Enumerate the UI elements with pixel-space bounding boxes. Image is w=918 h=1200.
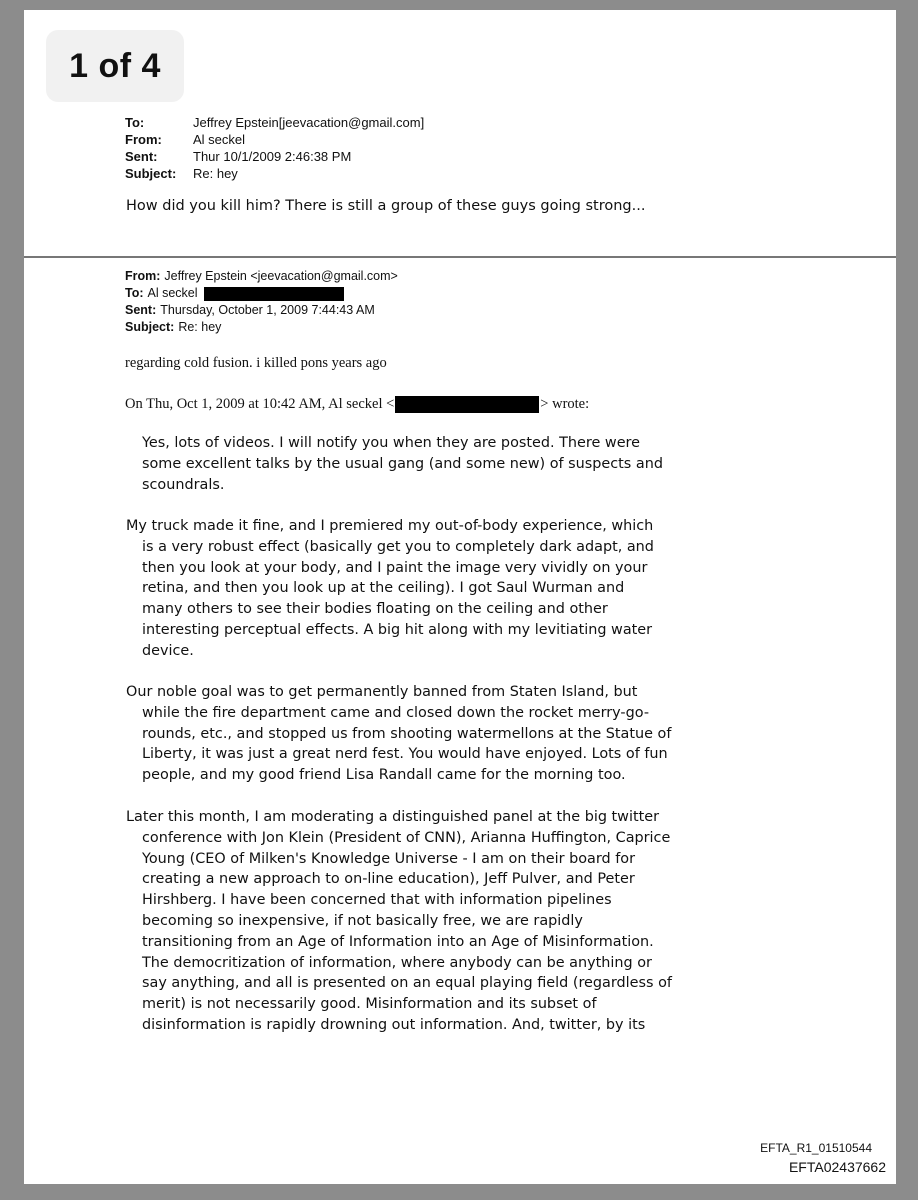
quote-intro-before: On Thu, Oct 1, 2009 at 10:42 AM, Al seckel < [125,396,395,412]
paragraph-line: becoming so inexpensive, if not basically free, we are rapidly [142,912,583,929]
email1-subject-value: Re: hey [193,166,238,181]
email1-body: How did you kill him? There is still a group of these guys going strong... [126,198,646,214]
email1-to-row [125,114,424,131]
email1-to-label: To: [125,115,145,130]
email1-sent-label: Sent: [125,149,158,164]
email1-sent-row [125,148,424,165]
email2-sent-label: Sent: [125,303,157,317]
email2-to-label: To: [125,286,144,300]
paragraph-line: then you look at your body, and I paint the image very vividly on your [142,559,648,576]
paragraph-line: retina, and then you look up at the ceiling). I got Saul Wurman and [142,580,625,597]
footer-id-1: EFTA_R1_01510544 [760,1141,872,1155]
email2-reply-text: regarding cold fusion. i killed pons years ago [125,355,387,371]
email2-subject-value: Re: hey [178,320,222,334]
email2-sent-row [125,302,398,319]
page-count-badge: 1 of 4 [46,30,184,102]
paragraph-line: The democritization of information, where anybody can be anything or [142,954,652,971]
quote-intro-after: > wrote: [540,396,590,412]
paragraph-line: say anything, and all is presented on an equal playing field (regardless of [142,975,672,992]
paragraph-line: conference with Jon Klein (President of CNN), Arianna Huffington, Caprice [142,829,671,846]
email2-from-row [125,268,398,285]
paragraph-line: transitioning from an Age of Information into an Age of Misinformation. [142,933,654,950]
paragraph-3 [126,682,671,786]
email1-subject-label: Subject: [125,166,177,181]
email2-subject-row [125,319,398,336]
paragraph-4 [126,807,672,1036]
email1-subject-row [125,165,424,182]
email2-subject-label: Subject: [125,320,175,334]
email2-to-row [125,285,398,302]
email1-from-label: From: [125,132,162,147]
redaction-bar [204,287,344,301]
paragraph-line: scoundrals. [142,476,225,493]
email2-sent-value: Thursday, October 1, 2009 7:44:43 AM [160,303,375,317]
email2-from-value: Jeffrey Epstein <jeevacation@gmail.com> [164,269,398,283]
paragraph-line: interesting perceptual effects. A big hit along with my levitiating water [142,621,653,638]
paragraph-line: some excellent talks by the usual gang (and some new) of suspects and [142,455,663,472]
footer-id-2: EFTA02437662 [788,1159,886,1175]
paragraph-line: Young (CEO of Milken's Knowledge Universe - I am on their board for [142,850,636,867]
paragraph-line: creating a new approach to on-line education), Jeff Pulver, and Peter [142,871,635,888]
email2-header [125,268,398,336]
paragraph-line: My truck made it fine, and I premiered my out-of-body experience, which [126,518,654,534]
email1-from-row [125,131,424,148]
email2-from-label: From: [125,269,161,283]
email1-sent-value: Thur 10/1/2009 2:46:38 PM [193,149,352,164]
paragraph-line: device. [142,642,194,659]
paragraph-line: merit) is not necessarily good. Misinformation and its subset of [142,996,597,1013]
paragraph-line: many others to see their bodies floating on the ceiling and other [142,601,608,618]
paragraph-line: Hirshberg. I have been concerned that with information pipelines [142,892,612,909]
paragraph-line: is a very robust effect (basically get you to completely dark adapt, and [142,538,654,555]
paragraph-line: Yes, lots of videos. I will notify you when they are posted. There were [142,435,641,451]
paragraph-1 [142,433,663,495]
email1-to-value: Jeffrey Epstein[jeevacation@gmail.com] [193,115,425,130]
paragraph-line: disinformation is rapidly drowning out information. And, twitter, by its [142,1016,646,1033]
email2-to-value: Al seckel [147,286,198,300]
quote-intro [125,396,589,413]
email1-from-value: Al seckel [193,132,246,147]
email-divider [24,256,896,258]
paragraph-line: people, and my good friend Lisa Randall came for the morning too. [142,767,626,784]
paragraph-line: rounds, etc., and stopped us from shooting watermellons at the Statue of [142,725,672,742]
paragraph-line: Liberty, it was just a great nerd fest. You would have enjoyed. Lots of fun [142,746,668,763]
email1-header [125,114,424,182]
redaction-bar [395,396,539,413]
paragraph-line: while the fire department came and closed down the rocket merry-go- [142,704,650,721]
paragraph-line: Our noble goal was to get permanently banned from Staten Island, but [126,684,638,700]
paragraph-2 [126,516,654,662]
paragraph-line: Later this month, I am moderating a distinguished panel at the big twitter [126,809,660,825]
